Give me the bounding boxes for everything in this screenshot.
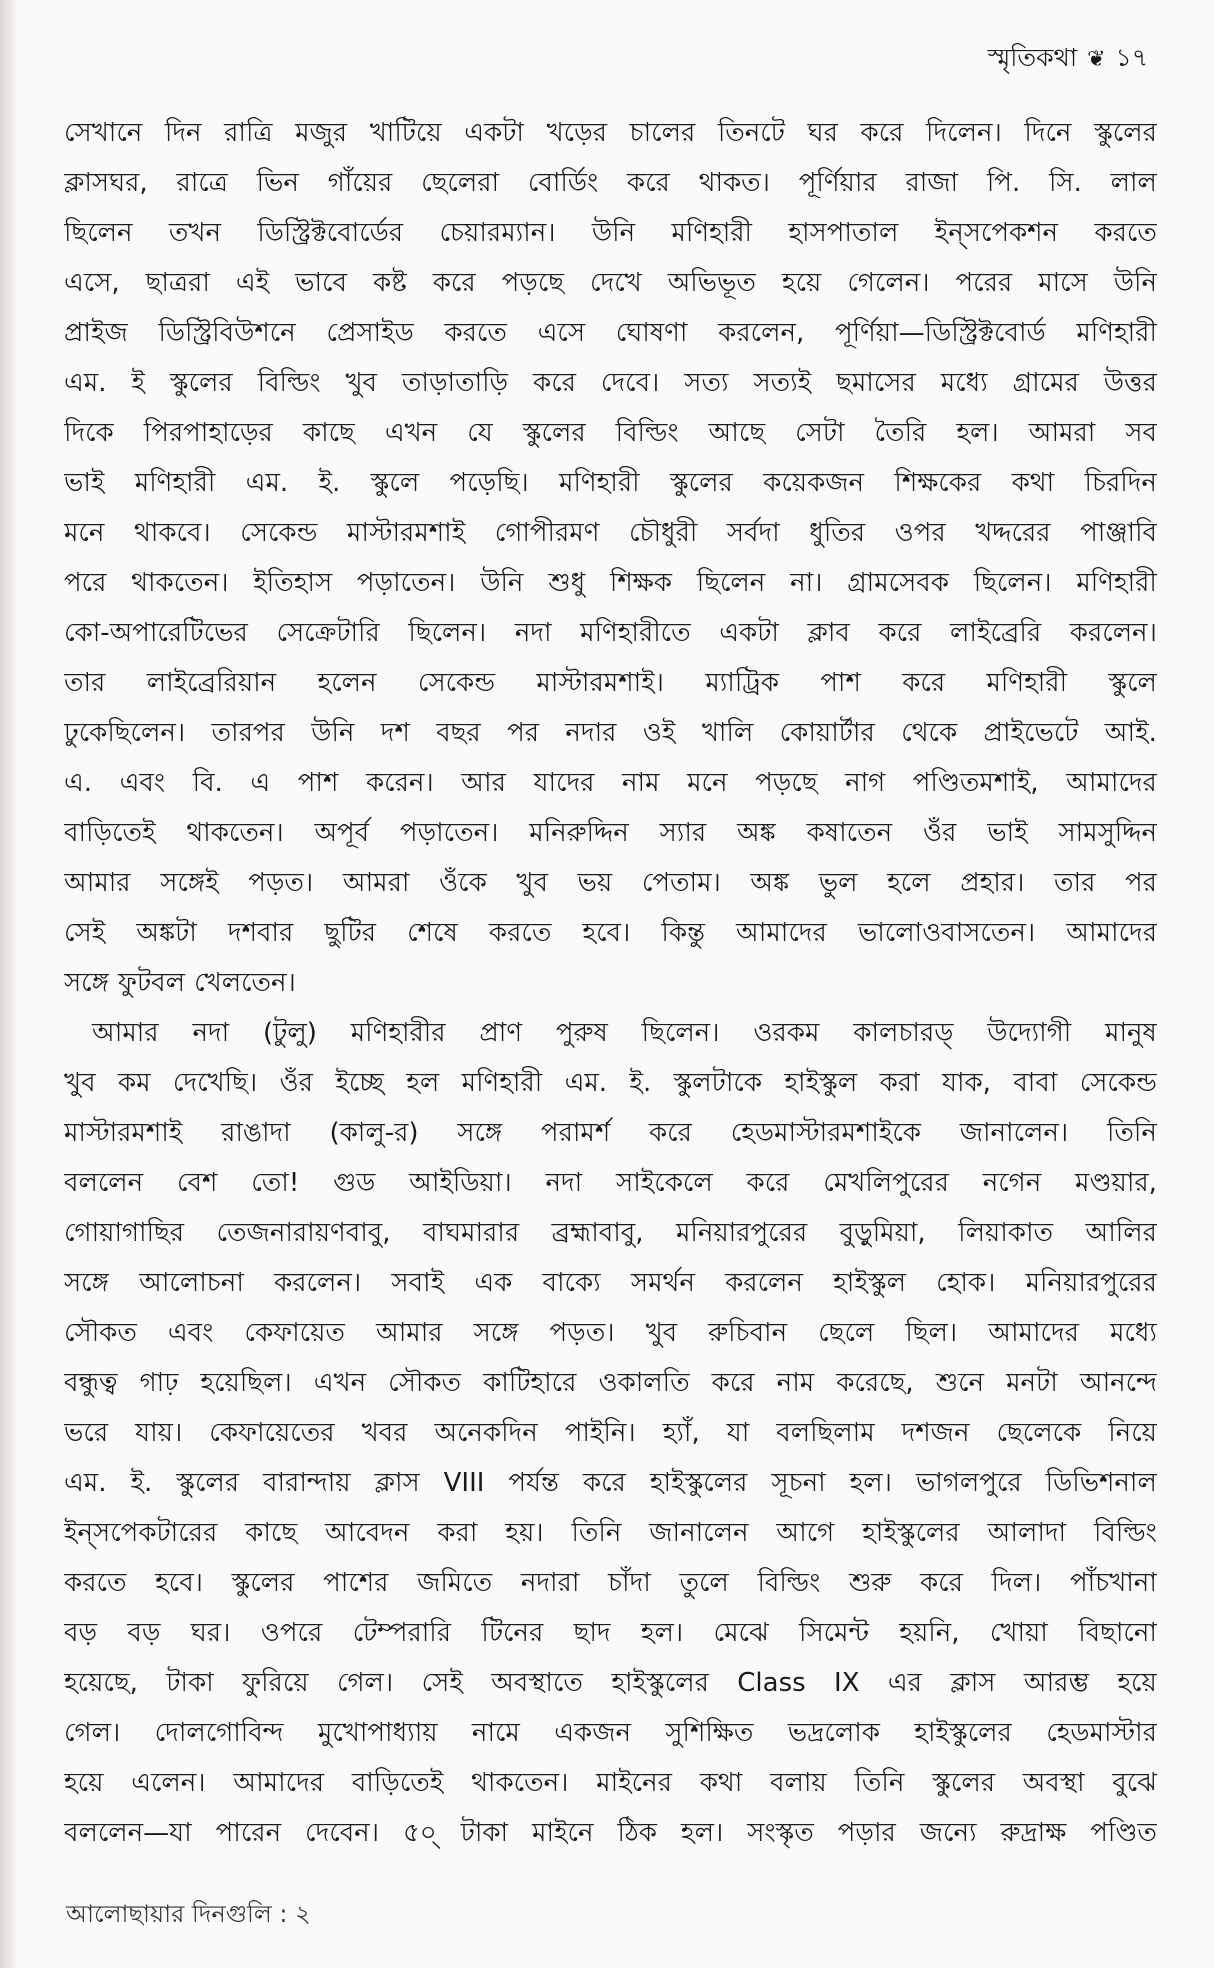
text-line: ভাই মণিহারী এম. ই. স্কুলে পড়েছি। মণিহারী স্কুলের কয়েকজন শিক্ষকের কথা চিরদিন <box>64 468 1157 498</box>
text-line: বড় বড় ঘর। ওপরে টেম্পরারি টিনের ছাদ হল। মেঝে সিমেন্ট হয়নি, খোয়া বিছানো <box>64 1618 1157 1648</box>
text-line: সৌকত এবং কেফায়েত আমার সঙ্গে পড়ত। খুব রুচিবান ছেলে ছিল। আমাদের মধ্যে <box>64 1318 1157 1348</box>
text-line: গেল। দোলগোবিন্দ মুখোপাধ্যায় নামে একজন সুশিক্ষিত ভদ্রলোক হাইস্কুলের হেডমাস্টার <box>64 1718 1157 1748</box>
text-line: খুব কম দেখেছি। ওঁর ইচ্ছে হল মণিহারী এম. ই. স্কুলটাকে হাইস্কুল করা যাক, বাবা সেকেন্ড <box>64 1068 1157 1098</box>
text-line: হয়ে এলেন। আমাদের বাড়িতেই থাকতেন। মাইনের কথা বলায় তিনি স্কুলের অবস্থা বুঝে <box>64 1768 1157 1798</box>
text-line: বললেন—যা পারেন দেবেন। ৫০্ টাকা মাইনে ঠিক হল। সংস্কৃত পড়ার জন্যে রুদ্রাক্ষ পণ্ডিত <box>64 1818 1157 1848</box>
text-line: ইন্‌সপেকটারের কাছে আবেদন করা হয়। তিনি জানালেন আগে হাইস্কুলের আলাদা বিল্ডিং <box>64 1518 1157 1548</box>
running-footer: আলোছায়ার দিনগুলি : ২ <box>66 1900 311 1928</box>
text-line: এ. এবং বি. এ পাশ করেন। আর যাদের নাম মনে পড়ছে নাগ পণ্ডিতমশাই, আমাদের <box>64 768 1157 798</box>
body-text <box>64 108 1157 1858</box>
text-line: প্রাইজ ডিস্ট্রিবিউশনে প্রেসাইড করতে এসে ঘোষণা করলেন, পূর্ণিয়া—ডিস্ট্রিক্টবোর্ড মণিহারী <box>64 318 1157 348</box>
text-line: এম. ই স্কুলের বিল্ডিং খুব তাড়াতাড়ি করে দেবে। সত্য সত্যই ছমাসের মধ্যে গ্রামের উত্তর <box>64 368 1157 398</box>
text-line: বললেন বেশ তো! গুড আইডিয়া। নদা সাইকেলে করে মেখলিপুরের নগেন মণ্ডয়ার, <box>64 1168 1157 1198</box>
page-number: ১৭ <box>1115 43 1148 72</box>
running-header-title: স্মৃতিকথা <box>987 43 1078 72</box>
ornament-icon: ❦ <box>1087 47 1106 72</box>
text-line: তার লাইব্রেরিয়ান হলেন সেকেন্ড মাস্টারমশাই। ম্যাট্রিক পাশ করে মণিহারী স্কুলে <box>64 668 1157 698</box>
text-line: মনে থাকবে। সেকেন্ড মাস্টারমশাই গোপীরমণ চৌধুরী সর্বদা ধুতির ওপর খদ্দরের পাঞ্জাবি <box>64 518 1157 548</box>
text-line: হয়েছে, টাকা ফুরিয়ে গেল। সেই অবস্থাতে হাইস্কুলের Class IX এর ক্লাস আরম্ভ হয়ে <box>64 1668 1157 1698</box>
text-line: সঙ্গে আলোচনা করলেন। সবাই এক বাক্যে সমর্থন করলেন হাইস্কুল হোক। মনিয়ারপুরের <box>64 1268 1157 1298</box>
text-line: ক্লাসঘর, রাত্রে ভিন গাঁয়ের ছেলেরা বোর্ডিং করে থাকত। পূর্ণিয়ার রাজা পি. সি. লাল <box>64 168 1157 198</box>
text-line: গোয়াগাছির তেজনারায়ণবাবু, বাঘমারার ব্রহ্মাবাবু, মনিয়ারপুরের বুড়ুমিয়া, লিয়াকাত আলির <box>64 1218 1157 1248</box>
text-line: মাস্টারমশাই রাঙাদা (কালু-র) সঙ্গে পরামর্শ করে হেডমাস্টারমশাইকে জানালেন। তিনি <box>64 1118 1157 1148</box>
text-line: বাড়িতেই থাকতেন। অপূর্ব পড়াতেন। মনিরুদ্দিন স্যার অঙ্ক কষাতেন ওঁর ভাই সামসুদ্দিন <box>64 818 1157 848</box>
text-line: বন্ধুত্ব গাঢ় হয়েছিল। এখন সৌকত কাটিহারে ওকালতি করে নাম করেছে, শুনে মনটা আনন্দে <box>64 1368 1157 1398</box>
running-header <box>988 38 1148 81</box>
text-line: আমার নদা (টুলু) মণিহারীর প্রাণ পুরুষ ছিলেন। ওরকম কালচারড্ উদ্যোগী মানুষ <box>92 1018 1157 1048</box>
text-line: আমার সঙ্গেই পড়ত। আমরা ওঁকে খুব ভয় পেতাম। অঙ্ক ভুল হলে প্রহার। তার পর <box>64 868 1157 898</box>
text-line: এসে, ছাত্ররা এই ভাবে কষ্ট করে পড়ছে দেখে অভিভূত হয়ে গেলেন। পরের মাসে উনি <box>64 268 1157 298</box>
page-edge-shadow <box>0 0 18 1968</box>
text-line: সেই অঙ্কটা দশবার ছুটির শেষে করতে হবে। কিন্তু আমাদের ভালোওবাসতেন। আমাদের <box>64 918 1157 948</box>
text-line: করতে হবে। স্কুলের পাশের জমিতে নদারা চাঁদা তুলে বিল্ডিং শুরু করে দিল। পাঁচখানা <box>64 1568 1157 1598</box>
text-line: পরে থাকতেন। ইতিহাস পড়াতেন। উনি শুধু শিক্ষক ছিলেন না। গ্রামসেবক ছিলেন। মণিহারী <box>64 568 1157 598</box>
text-line: ছিলেন তখন ডিস্ট্রিক্টবোর্ডের চেয়ারম্যান। উনি মণিহারী হাসপাতাল ইন্‌সপেকশন করতে <box>64 218 1157 248</box>
text-line: সেখানে দিন রাত্রি মজুর খাটিয়ে একটা খড়ের চালের তিনটে ঘর করে দিলেন। দিনে স্কুলের <box>64 118 1157 148</box>
text-line: এম. ই. স্কুলের বারান্দায় ক্লাস VIII পর্যন্ত করে হাইস্কুলের সূচনা হল। ভাগলপুরে ডিভিশনাল <box>64 1468 1157 1498</box>
text-line: দিকে পিরপাহাড়ের কাছে এখন যে স্কুলের বিল্ডিং আছে সেটা তৈরি হল। আমরা সব <box>64 418 1157 448</box>
text-line: ঢুকেছিলেন। তারপর উনি দশ বছর পর নদার ওই খালি কোয়ার্টার থেকে প্রাইভেটে আই. <box>64 718 1157 748</box>
text-line: সঙ্গে ফুটবল খেলতেন। <box>64 968 296 998</box>
text-line: ভরে যায়। কেফায়েতের খবর অনেকদিন পাইনি। হ্যাঁ, যা বলছিলাম দশজন ছেলেকে নিয়ে <box>64 1418 1157 1448</box>
text-line: কো-অপারেটিভের সেক্রেটারি ছিলেন। নদা মণিহারীতে একটা ক্লাব করে লাইব্রেরি করলেন। <box>64 618 1157 648</box>
